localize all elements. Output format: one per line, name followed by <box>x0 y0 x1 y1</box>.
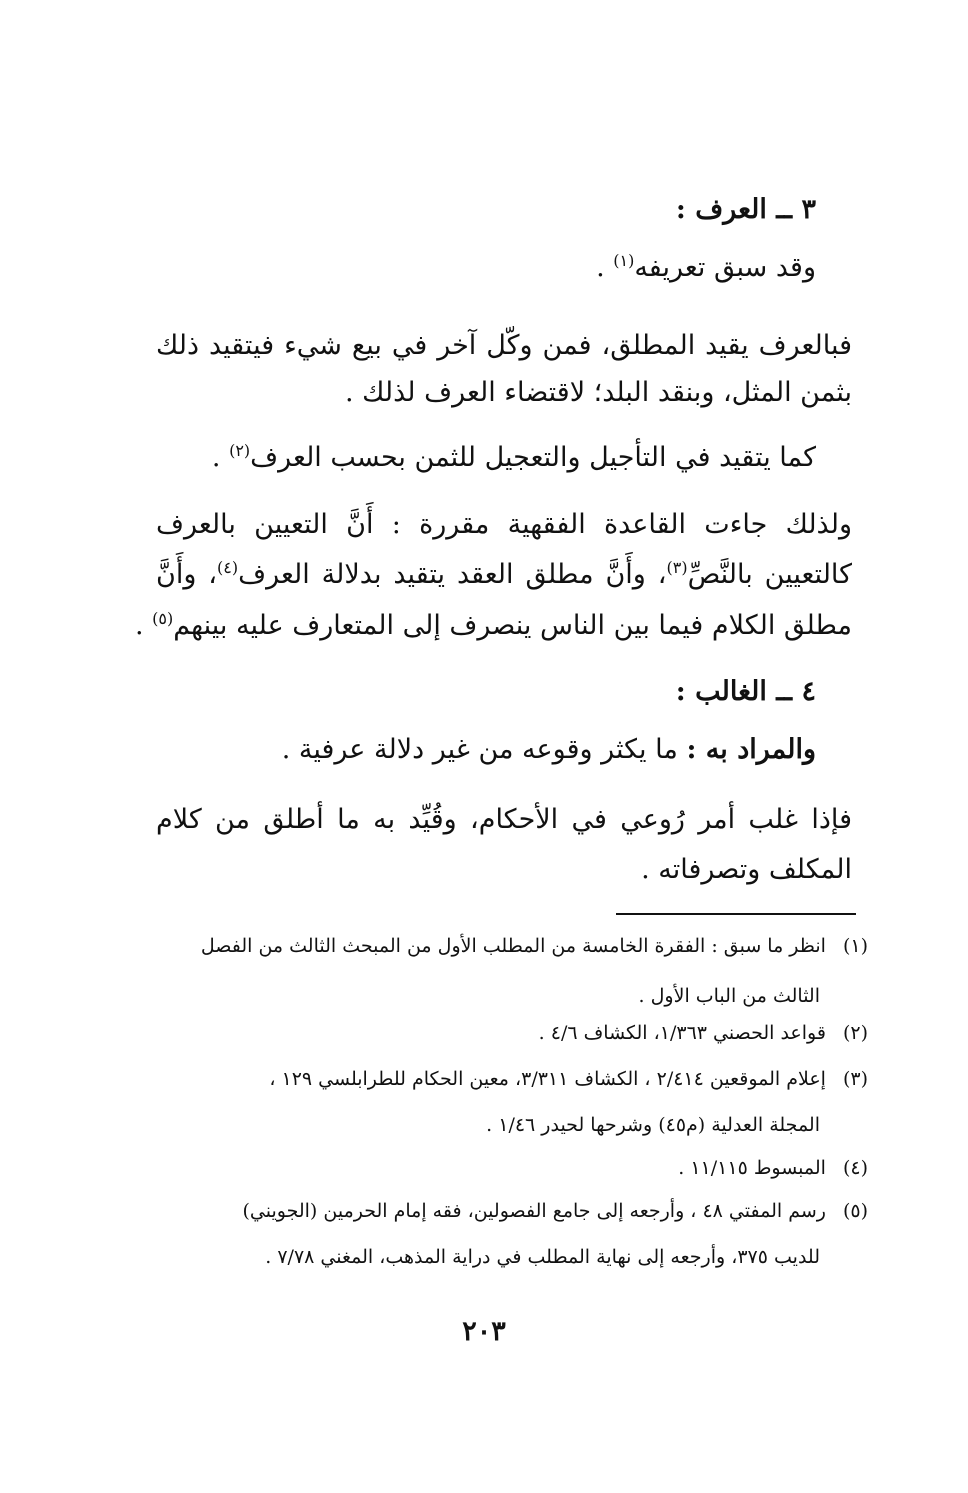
footnote-text: قواعد الحصني ١/٣٦٣، الكشاف ٤/٦ . <box>538 1022 826 1044</box>
text: مطلق الكلام فيما بين الناس ينصرف إلى المتعارف عليه بينهم <box>173 610 852 641</box>
page-number: ٢٠٣ <box>462 1316 506 1347</box>
footnote-ref-3: (٣) <box>666 558 688 577</box>
text: ، وأَنَّ <box>156 559 218 590</box>
footnote-number: (٣) <box>842 1068 868 1090</box>
footnote-ref-2: (٢) <box>229 441 251 460</box>
footnote-ref-1: (١) <box>613 251 635 270</box>
text: ، وأَنَّ مطلق العقد يتقيد بدلالة العرف <box>238 559 667 590</box>
footnote-3 <box>138 1065 868 1093</box>
footnote-text: إعلام الموقعين ٢/٤١٤ ، الكشاف ٣/٣١١، معين الحكام للطرابلسي ١٢٩ ، <box>269 1068 826 1090</box>
footnote-text: رسم المفتي ٤٨ ، وأرجعه إلى جامع الفصولين، فقه إمام الحرمين (الجويني) <box>242 1200 826 1222</box>
footnote-number: (٤) <box>842 1157 868 1179</box>
footnote-ref-5: (٥) <box>152 609 174 628</box>
text: كما يتقيد في التأجيل والتعجيل للثمن بحسب العرف <box>250 442 816 473</box>
paragraph-ghalib-line-1: فإذا غلب أمر رُوعي في الأحكام، وقُيِّد به ما أطلق من كلام <box>156 804 852 835</box>
footnote-3-cont: المجلة العدلية (م٤٥) وشرحها لحيدر ١/٤٦ . <box>486 1114 820 1136</box>
footnote-text: انظر ما سبق : الفقرة الخامسة من المطلب الأول من المبحث الثالث من الفصل <box>200 935 826 957</box>
paragraph-rule-line-3 <box>134 606 852 646</box>
footnote-2 <box>138 1019 868 1047</box>
footnote-5-cont: للديب ٣٧٥، وأرجعه إلى نهاية المطلب في دراية المذهب، المغني ٧/٧٨ . <box>265 1246 820 1268</box>
footnote-separator <box>616 913 856 915</box>
footnote-text: المبسوط ١١/١١٥ . <box>678 1157 826 1179</box>
footnote-1 <box>138 932 868 960</box>
paragraph-urf-definition <box>316 248 816 288</box>
text: ما يكثر وقوعه من غير دلالة عرفية . <box>281 734 687 765</box>
text: . <box>211 442 230 473</box>
text: وقد سبق تعريفه <box>634 252 816 283</box>
footnote-number: (٥) <box>842 1200 868 1222</box>
paragraph-ghalib-meaning <box>156 730 816 770</box>
footnote-4 <box>138 1154 868 1182</box>
paragraph-rule-line-1: ولذلك جاءت القاعدة الفقهية مقررة : أَنَّ التعيين بالعرف <box>156 509 852 540</box>
paragraph-deferral <box>156 438 816 478</box>
section-heading-ghalib: ٤ ــ الغالب : <box>675 676 816 707</box>
text: . <box>596 252 614 283</box>
footnote-number: (٢) <box>842 1022 868 1044</box>
footnote-ref-4: (٤) <box>217 558 239 577</box>
paragraph-urf-line-1: فبالعرف يقيد المطلق، فمن وكّل آخر في بيع شيء فيتقيد ذلك <box>156 330 852 361</box>
section-heading-urf: ٣ ــ العرف : <box>675 194 816 225</box>
footnote-1-cont: الثالث من الباب الأول . <box>638 985 820 1007</box>
text: . <box>134 610 153 641</box>
footnote-number: (١) <box>842 935 868 957</box>
paragraph-urf-line-2: بثمن المثل، وبنقد البلد؛ لاقتضاء العرف لذلك . <box>344 377 852 408</box>
bold-term: والمراد به : <box>686 734 816 765</box>
paragraph-rule-line-2 <box>156 555 852 595</box>
paragraph-ghalib-line-2: المكلف وتصرفاته . <box>641 854 852 885</box>
footnote-5 <box>138 1197 868 1225</box>
text: كالتعيين بالنَّصِّ <box>687 559 853 590</box>
